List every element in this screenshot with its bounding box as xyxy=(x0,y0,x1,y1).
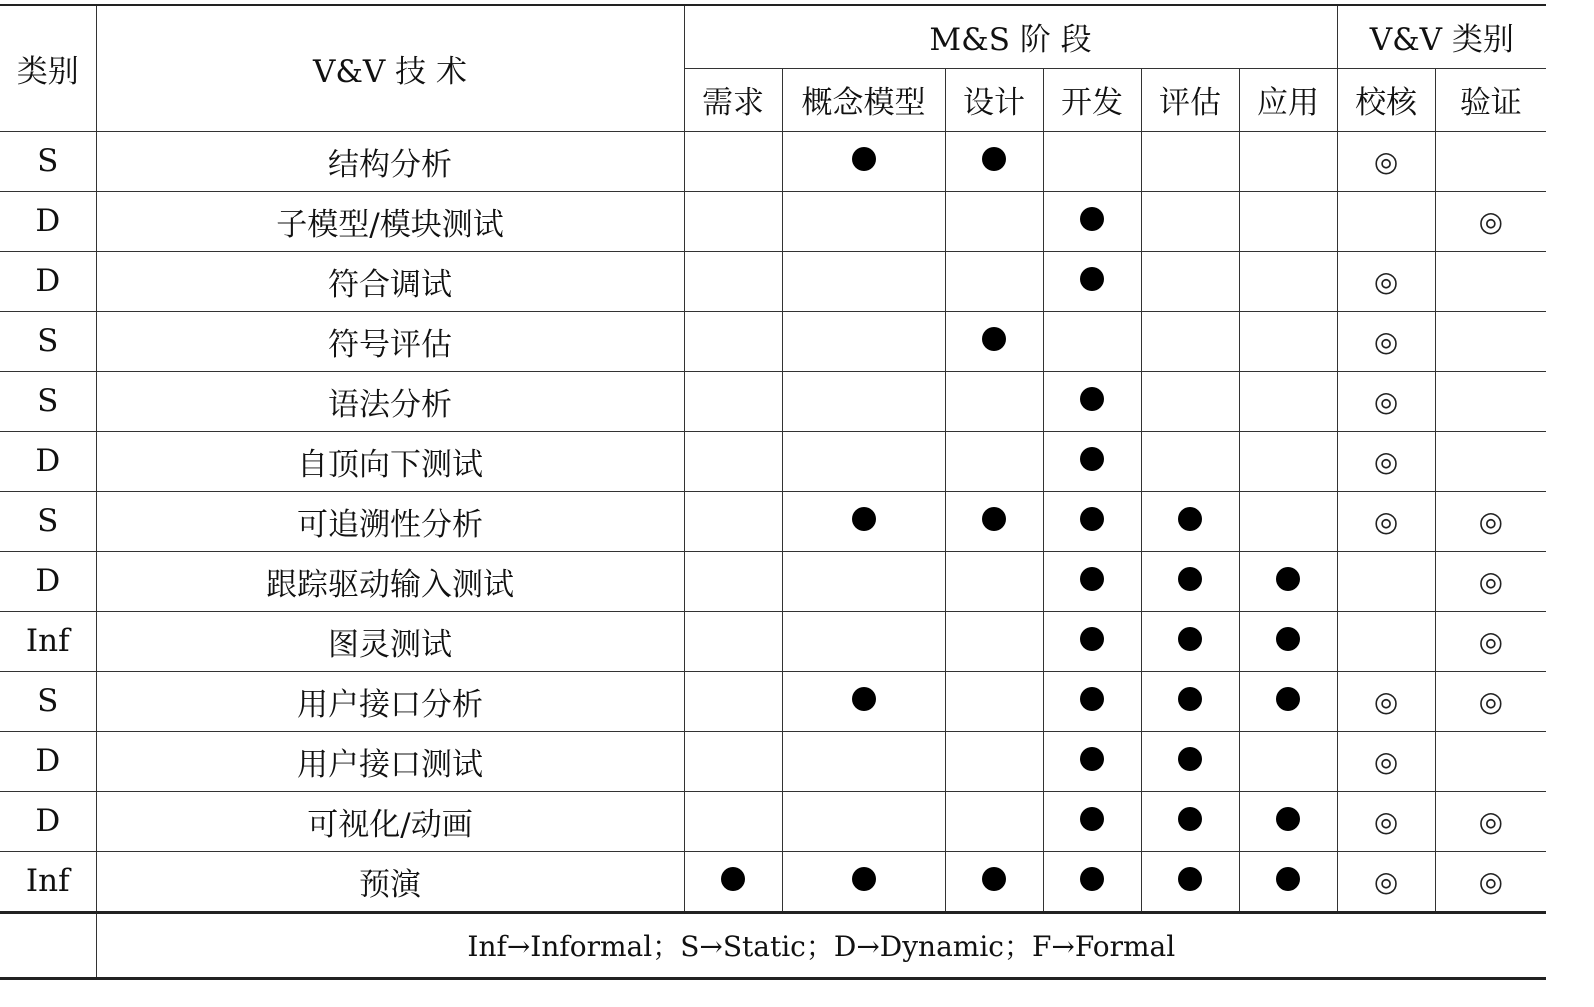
vv-cell xyxy=(1337,191,1435,251)
table-row xyxy=(0,251,1546,311)
filled-dot-icon xyxy=(1276,687,1300,711)
stage-header-assessment: 评估 xyxy=(1141,68,1239,131)
stage-cell xyxy=(1239,131,1337,191)
stage-cell xyxy=(1141,431,1239,491)
stage-cell xyxy=(782,251,945,311)
vv-cell xyxy=(1435,671,1546,731)
footnote: Inf→Informal；S→Static；D→Dynamic；F→Formal xyxy=(96,912,1546,978)
filled-dot-icon xyxy=(1178,807,1202,831)
filled-dot-icon xyxy=(1080,387,1104,411)
stage-cell xyxy=(782,671,945,731)
table-row xyxy=(0,311,1546,371)
table-row xyxy=(0,131,1546,191)
vv-cell xyxy=(1435,491,1546,551)
filled-dot-icon xyxy=(852,867,876,891)
stage-cell xyxy=(945,791,1043,851)
category-cell: S xyxy=(0,311,96,371)
technique-cell: 用户接口测试 xyxy=(96,731,684,791)
vv-cell xyxy=(1435,431,1546,491)
filled-dot-icon xyxy=(1178,507,1202,531)
vv-cell xyxy=(1337,851,1435,912)
stage-cell xyxy=(1239,551,1337,611)
stage-cell xyxy=(1043,671,1141,731)
table-row xyxy=(0,491,1546,551)
filled-dot-icon xyxy=(1080,267,1104,291)
stage-cell xyxy=(782,131,945,191)
vv-cell xyxy=(1435,371,1546,431)
category-cell: D xyxy=(0,191,96,251)
stage-cell xyxy=(945,491,1043,551)
category-cell: D xyxy=(0,551,96,611)
vv-cell xyxy=(1337,491,1435,551)
stage-cell xyxy=(945,851,1043,912)
stage-cell xyxy=(1141,851,1239,912)
table-row xyxy=(0,371,1546,431)
stage-cell xyxy=(1239,431,1337,491)
stage-header-application: 应用 xyxy=(1239,68,1337,131)
stage-cell xyxy=(1141,791,1239,851)
filled-dot-icon xyxy=(1178,627,1202,651)
vv-cell xyxy=(1337,251,1435,311)
stage-cell xyxy=(1239,311,1337,371)
vv-cell xyxy=(1435,251,1546,311)
stage-cell xyxy=(1239,731,1337,791)
filled-dot-icon xyxy=(1178,867,1202,891)
category-cell: D xyxy=(0,731,96,791)
technique-cell: 图灵测试 xyxy=(96,611,684,671)
double-circle-icon: ◎ xyxy=(1478,865,1504,898)
stage-cell xyxy=(782,431,945,491)
filled-dot-icon xyxy=(1178,687,1202,711)
vv-cell xyxy=(1435,551,1546,611)
technique-cell: 子模型/模块测试 xyxy=(96,191,684,251)
double-circle-icon: ◎ xyxy=(1478,625,1504,658)
stage-header-design: 设计 xyxy=(945,68,1043,131)
filled-dot-icon xyxy=(1080,567,1104,591)
stage-cell xyxy=(684,671,782,731)
stage-header-conceptual-model: 概念模型 xyxy=(782,68,945,131)
filled-dot-icon xyxy=(1276,807,1300,831)
vv-cell xyxy=(1337,311,1435,371)
technique-cell: 结构分析 xyxy=(96,131,684,191)
stage-cell xyxy=(1141,311,1239,371)
category-cell: S xyxy=(0,131,96,191)
stage-cell xyxy=(684,131,782,191)
filled-dot-icon xyxy=(1276,867,1300,891)
stage-cell xyxy=(1043,191,1141,251)
vv-cell xyxy=(1435,731,1546,791)
vv-cell xyxy=(1337,731,1435,791)
double-circle-icon: ◎ xyxy=(1373,385,1399,418)
category-cell: Inf xyxy=(0,851,96,912)
stage-cell xyxy=(945,551,1043,611)
stage-cell xyxy=(1141,191,1239,251)
stage-cell xyxy=(782,551,945,611)
stage-cell xyxy=(1239,251,1337,311)
filled-dot-icon xyxy=(1080,507,1104,531)
stage-cell xyxy=(1141,611,1239,671)
stage-cell xyxy=(1239,851,1337,912)
category-cell: D xyxy=(0,791,96,851)
technique-cell: 符号评估 xyxy=(96,311,684,371)
double-circle-icon: ◎ xyxy=(1478,505,1504,538)
category-cell: Inf xyxy=(0,611,96,671)
stage-cell xyxy=(684,191,782,251)
double-circle-icon: ◎ xyxy=(1478,205,1504,238)
technique-cell: 可视化/动画 xyxy=(96,791,684,851)
stage-cell xyxy=(1141,251,1239,311)
filled-dot-icon xyxy=(982,327,1006,351)
stage-cell xyxy=(1239,791,1337,851)
stage-cell xyxy=(1239,671,1337,731)
stage-cell xyxy=(782,311,945,371)
filled-dot-icon xyxy=(1276,627,1300,651)
table-row xyxy=(0,731,1546,791)
category-cell: D xyxy=(0,251,96,311)
double-circle-icon: ◎ xyxy=(1373,865,1399,898)
stage-cell xyxy=(782,731,945,791)
stage-cell xyxy=(1141,731,1239,791)
vv-cell xyxy=(1435,611,1546,671)
double-circle-icon: ◎ xyxy=(1373,325,1399,358)
double-circle-icon: ◎ xyxy=(1478,565,1504,598)
filled-dot-icon xyxy=(1080,627,1104,651)
stage-cell xyxy=(945,431,1043,491)
stage-cell xyxy=(945,671,1043,731)
stage-cell xyxy=(1043,851,1141,912)
filled-dot-icon xyxy=(852,147,876,171)
stage-cell xyxy=(1239,371,1337,431)
category-cell: S xyxy=(0,371,96,431)
stage-cell xyxy=(684,491,782,551)
stage-cell xyxy=(684,311,782,371)
stage-cell xyxy=(1141,671,1239,731)
stage-cell xyxy=(945,731,1043,791)
stage-cell xyxy=(945,371,1043,431)
vv-header-verification: 校核 xyxy=(1337,68,1435,131)
stage-cell xyxy=(782,611,945,671)
double-circle-icon: ◎ xyxy=(1373,265,1399,298)
vv-cell xyxy=(1337,611,1435,671)
table-row xyxy=(0,851,1546,912)
stage-cell xyxy=(684,371,782,431)
category-header: 类别 xyxy=(0,5,96,131)
filled-dot-icon xyxy=(1178,567,1202,591)
stage-cell xyxy=(1239,491,1337,551)
vv-cell xyxy=(1337,371,1435,431)
table-body xyxy=(0,131,1546,912)
stage-header-requirements: 需求 xyxy=(684,68,782,131)
stage-cell xyxy=(1141,551,1239,611)
table-row xyxy=(0,671,1546,731)
vv-cell xyxy=(1337,791,1435,851)
vv-group-header: V&V 类别 xyxy=(1337,5,1546,68)
vv-cell xyxy=(1435,191,1546,251)
technique-cell: 语法分析 xyxy=(96,371,684,431)
filled-dot-icon xyxy=(982,147,1006,171)
table-row xyxy=(0,551,1546,611)
stage-cell xyxy=(945,251,1043,311)
vv-cell xyxy=(1435,131,1546,191)
double-circle-icon: ◎ xyxy=(1478,685,1504,718)
stage-cell xyxy=(1141,491,1239,551)
vv-cell xyxy=(1337,671,1435,731)
filled-dot-icon xyxy=(852,687,876,711)
category-cell: S xyxy=(0,491,96,551)
vv-header-validation: 验证 xyxy=(1435,68,1546,131)
filled-dot-icon xyxy=(1080,807,1104,831)
stage-cell xyxy=(1043,371,1141,431)
filled-dot-icon xyxy=(1276,567,1300,591)
filled-dot-icon xyxy=(982,507,1006,531)
stage-cell xyxy=(1239,611,1337,671)
filled-dot-icon xyxy=(721,867,745,891)
technique-cell: 可追溯性分析 xyxy=(96,491,684,551)
footnote-blank-cell xyxy=(0,912,96,978)
stage-cell xyxy=(1239,191,1337,251)
filled-dot-icon xyxy=(1178,747,1202,771)
stage-cell xyxy=(684,851,782,912)
stage-cell xyxy=(945,131,1043,191)
double-circle-icon: ◎ xyxy=(1373,685,1399,718)
filled-dot-icon xyxy=(1080,207,1104,231)
stage-cell xyxy=(1043,491,1141,551)
stage-cell xyxy=(684,431,782,491)
filled-dot-icon xyxy=(1080,687,1104,711)
technique-cell: 自顶向下测试 xyxy=(96,431,684,491)
filled-dot-icon xyxy=(1080,747,1104,771)
table-row xyxy=(0,791,1546,851)
filled-dot-icon xyxy=(982,867,1006,891)
vv-cell xyxy=(1337,551,1435,611)
stage-cell xyxy=(1043,311,1141,371)
filled-dot-icon xyxy=(1080,867,1104,891)
filled-dot-icon xyxy=(852,507,876,531)
vv-cell xyxy=(1337,131,1435,191)
table-row xyxy=(0,611,1546,671)
stage-cell xyxy=(1043,431,1141,491)
stage-cell xyxy=(945,611,1043,671)
double-circle-icon: ◎ xyxy=(1373,745,1399,778)
stage-cell xyxy=(684,551,782,611)
header-row-top xyxy=(0,5,1546,68)
vv-cell xyxy=(1435,851,1546,912)
stage-cell xyxy=(684,731,782,791)
technique-cell: 符合调试 xyxy=(96,251,684,311)
stage-cell xyxy=(782,791,945,851)
footnote-row xyxy=(0,912,1546,978)
vv-cell xyxy=(1337,431,1435,491)
double-circle-icon: ◎ xyxy=(1373,805,1399,838)
technique-header: V&V 技 术 xyxy=(96,5,684,131)
double-circle-icon: ◎ xyxy=(1373,445,1399,478)
stage-group-header: M&S 阶 段 xyxy=(684,5,1337,68)
stage-cell xyxy=(1043,791,1141,851)
technique-cell: 用户接口分析 xyxy=(96,671,684,731)
vv-cell xyxy=(1435,311,1546,371)
vv-technique-table xyxy=(0,4,1546,980)
stage-cell xyxy=(1043,551,1141,611)
stage-header-development: 开发 xyxy=(1043,68,1141,131)
category-cell: D xyxy=(0,431,96,491)
stage-cell xyxy=(684,791,782,851)
stage-cell xyxy=(1141,131,1239,191)
technique-cell: 跟踪驱动输入测试 xyxy=(96,551,684,611)
double-circle-icon: ◎ xyxy=(1373,505,1399,538)
stage-cell xyxy=(1043,731,1141,791)
technique-cell: 预演 xyxy=(96,851,684,912)
stage-cell xyxy=(945,191,1043,251)
stage-cell xyxy=(684,251,782,311)
stage-cell xyxy=(1043,251,1141,311)
vv-cell xyxy=(1435,791,1546,851)
stage-cell xyxy=(782,491,945,551)
category-cell: S xyxy=(0,671,96,731)
filled-dot-icon xyxy=(1080,447,1104,471)
table-row xyxy=(0,191,1546,251)
stage-cell xyxy=(1043,611,1141,671)
stage-cell xyxy=(782,191,945,251)
table-row xyxy=(0,431,1546,491)
stage-cell xyxy=(782,851,945,912)
double-circle-icon: ◎ xyxy=(1478,805,1504,838)
stage-cell xyxy=(782,371,945,431)
double-circle-icon: ◎ xyxy=(1373,145,1399,178)
stage-cell xyxy=(945,311,1043,371)
stage-cell xyxy=(1141,371,1239,431)
stage-cell xyxy=(684,611,782,671)
stage-cell xyxy=(1043,131,1141,191)
